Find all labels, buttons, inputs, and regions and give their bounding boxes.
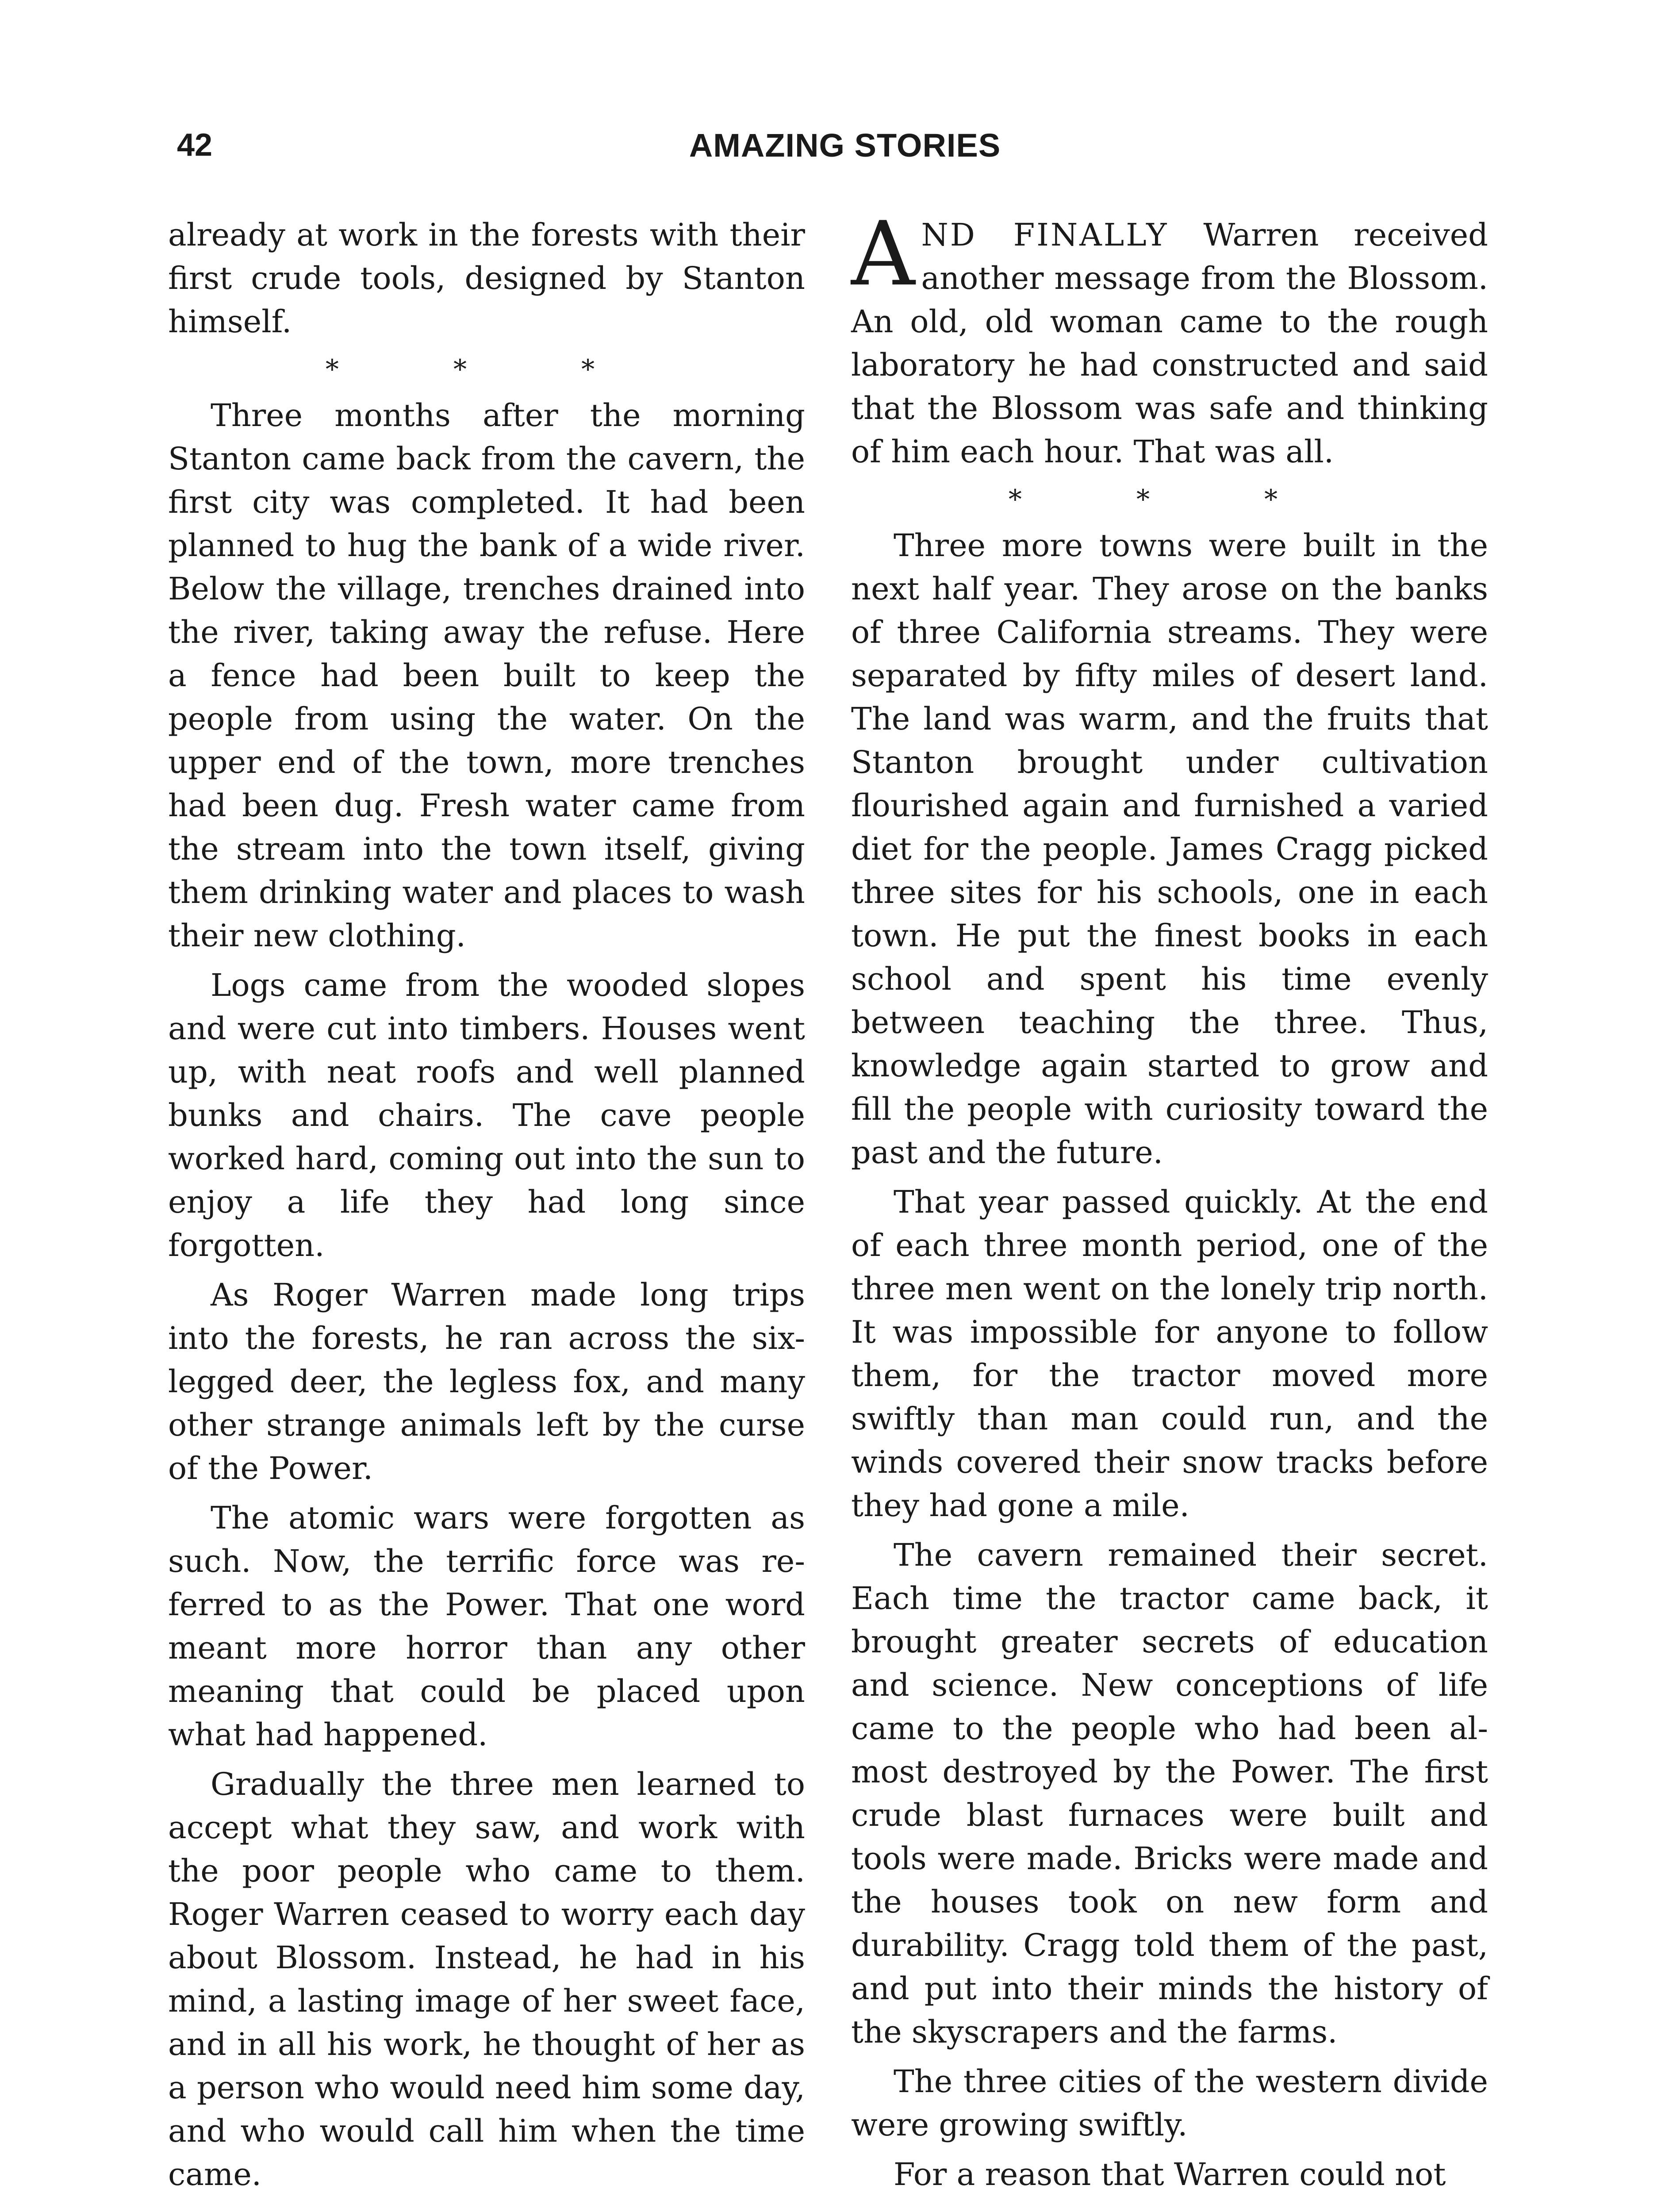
paragraph: For a reason that Warren could not <box>894 2156 1446 2193</box>
section-break: * * * <box>1008 484 1331 515</box>
paragraph: Three more towns were built in the next half year. They arose on the banks of three California streams. They were separated by fifty miles of desert land. The land was warm, and the fruits that Stanton brought under cultivation flourished again and furnished a varied diet for the people. James Cragg picked three sites for his schools, one in each town. He put the finest books in each school and spent his time evenly between teaching the three. Thus, knowledge again started to grow and fill the people with curiosity toward the past and the future. <box>851 527 1488 1171</box>
small-caps-lead: ND FINALLY <box>921 217 1169 253</box>
paragraph: Gradually the three men learned to accept what they saw, and work with the poor people who came to them. Roger Warren ceased to worry each day about Blossom. Instead, he had in his mind, a lasting image of her sweet face, and in all his work, he thought of her as a person who would need him some day, and who would call him when the time came. <box>168 1766 805 2193</box>
paragraph: The three cities of the western divide were growing swiftly. <box>851 2063 1488 2143</box>
paragraph: The cavern remained their secret. Each time the tractor came back, it brought greater secrets of education and science. New conceptions of life came to the people who had been almost destroyed by the Power. The first crude blast furnaces were built and tools were made. Bricks were made and the houses took on new form and durability. Cragg told them of the past, and put into their minds the history of the skyscrapers and the farms. <box>851 1537 1488 2050</box>
paragraph-text: Warren received another message from the Blossom. An old, old woman came to the rough laboratory he had constructed and said that the Blossom was safe and thinking of him each hour. That was all. <box>851 217 1488 470</box>
opening-paragraph <box>851 203 1488 473</box>
paragraph: Three months after the morning Stanton came back from the cavern, the first city was completed. It had been planned to hug the bank of a wide river. Below the village, trenches drained into the river, taking away the refuse. Here a fence had been built to keep the people from using the water. On the upper end of the town, more trenches had been dug. Fresh water came from the stream into the town itself, giving them drinking water and places to wash their new clothing. <box>168 397 805 954</box>
section-break: * * * <box>325 354 648 385</box>
left-column <box>168 213 805 2202</box>
paragraph: already at work in the forests with their first crude tools, designed by Stanton himself. <box>168 217 805 340</box>
page-number: 42 <box>177 127 213 163</box>
paragraph: The atomic wars were forgotten as such. Now, the terrific force was referred to as the Power. That one word meant more horror than any other meaning that could be placed upon what had happened. <box>168 1500 805 1753</box>
paragraph: Logs came from the wooded slopes and were cut into timbers. Houses went up, with neat roofs and well planned bunks and chairs. The cave people worked hard, coming out into the sun to enjoy a life they had long since forgotten. <box>168 967 805 1263</box>
running-head: AMAZING STORIES <box>689 127 1001 164</box>
paragraph: That year passed quickly. At the end of each three month period, one of the three men went on the lonely trip north. It was impossible for anyone to follow them, for the tractor moved more swiftly than man could run, and the winds covered their snow tracks before they had gone a mile. <box>851 1184 1488 1524</box>
right-column <box>851 203 1488 2202</box>
paragraph: As Roger Warren made long trips into the forests, he ran across the six-legged deer, the legless fox, and many other strange animals left by the curse of the Power. <box>168 1277 805 1486</box>
drop-cap: A <box>851 203 915 306</box>
